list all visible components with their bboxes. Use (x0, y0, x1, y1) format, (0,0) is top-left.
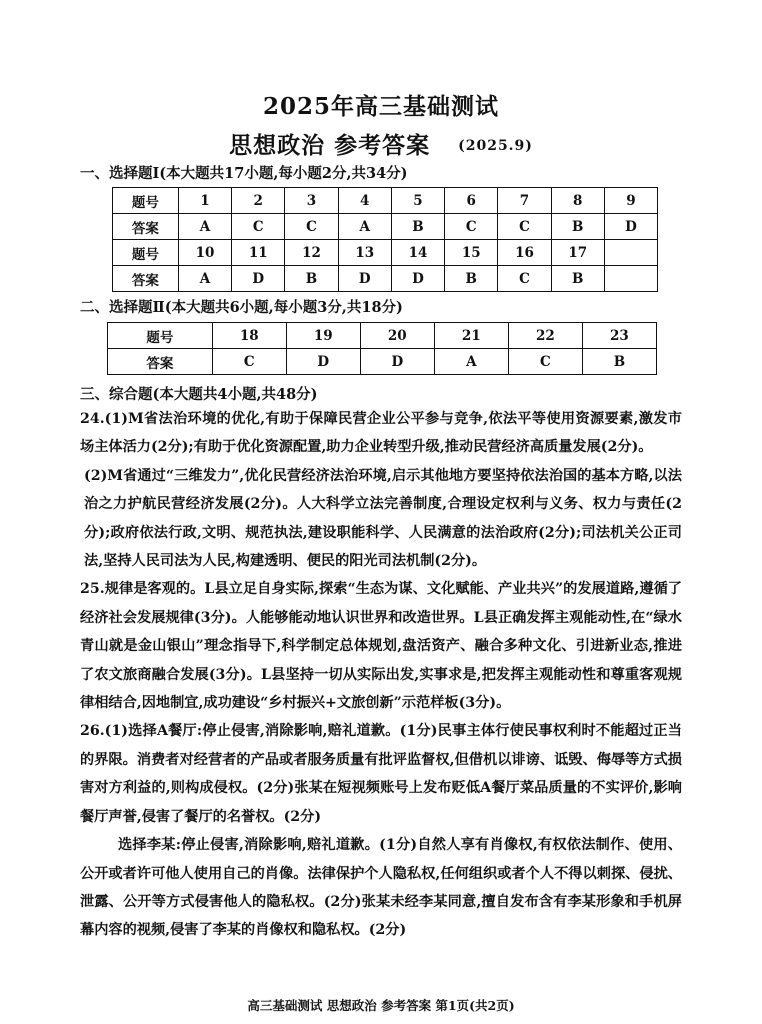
table-cell: 4 (338, 188, 391, 214)
table-cell: C (232, 214, 285, 240)
row-header-cell: 答案 (108, 349, 213, 375)
row-header-cell: 题号 (113, 188, 179, 214)
answer-body (80, 405, 682, 945)
table-cell: D (232, 266, 285, 292)
document-subtitle (0, 127, 762, 160)
table-row (113, 240, 658, 266)
choice-answer-table-2 (107, 322, 657, 375)
subject-title: 思想政治 参考答案 (229, 132, 431, 159)
table-cell: D (391, 266, 444, 292)
section1-heading: 一、选择题Ⅰ(本大题共17小题,每小题2分,共34分) (80, 165, 408, 182)
table-cell: 10 (178, 240, 231, 266)
row-header-cell: 题号 (108, 323, 213, 349)
document-title: 2025年高三基础测试 (262, 93, 499, 120)
table-cell: A (178, 214, 231, 240)
choice-answer-table-1 (112, 187, 658, 292)
table-cell: 22 (508, 323, 582, 349)
table-cell: 12 (285, 240, 338, 266)
table2-body (108, 323, 657, 375)
table-cell: 3 (285, 188, 338, 214)
row-header-cell: 答案 (113, 214, 179, 240)
table-cell: A (178, 266, 231, 292)
table-row (108, 349, 657, 375)
table-cell: 7 (498, 188, 551, 214)
table-cell: C (498, 214, 551, 240)
table-row (113, 214, 658, 240)
row-header-cell: 题号 (113, 240, 179, 266)
answer-24-1: 24.(1)M省法治环境的优化,有助于保障民营企业公平参与竞争,依法平等使用资源要素,激发市场主体活力(2分);有助于优化资源配置,助力企业转型升级,推动民营经济高质量发展(2分)。 (80, 411, 682, 456)
table-cell: D (604, 214, 657, 240)
table-cell: 23 (582, 323, 656, 349)
table-cell: B (391, 214, 444, 240)
table-cell: 1 (178, 188, 231, 214)
answer-24-2: (2)M省通过“三维发力”,优化民营经济法治环境,启示其他地方要坚持依法治国的基本方略,以法治之力护航民营经济发展(2分)。人大科学立法完善制度,合理设定权利与义务、权力与责任(2分);政府依法行政,文明、规范执法,建设职能科学、人民满意的法治政府(2分);司法机关公正司法,坚持人民司法为人民,构建透明、便民的阳光司法机制(2分)。 (84, 467, 682, 570)
table-cell: 15 (445, 240, 498, 266)
table-cell: B (582, 349, 656, 375)
answer-25: 25.规律是客观的。L县立足自身实际,探索“生态为谋、文化赋能、产业共兴”的发展道路,遵循了经济社会发展规律(3分)。人能够能动地认识世界和改造世界。L县正确发挥主观能动性,在“绿水青山就是金山银山”理念指导下,科学制定总体规划,盘活资产、融合多种文化、引进新业态,推进了农文旅商融合发展(3分)。L县坚持一切从实际出发,实事求是,把发挥主观能动性和尊重客观规律相结合,因地制宜,成功建设“乡村振兴+文旅创新”示范样板(3分)。 (80, 581, 682, 712)
row-header-cell: 答案 (113, 266, 179, 292)
table-cell: 11 (232, 240, 285, 266)
table-cell: C (285, 214, 338, 240)
table-cell: C (508, 349, 582, 375)
table-cell: D (360, 349, 434, 375)
table-cell: 17 (551, 240, 604, 266)
table-cell: C (445, 214, 498, 240)
exam-date: (2025.9) (458, 138, 533, 154)
table-cell: 2 (232, 188, 285, 214)
section3-heading: 三、综合题(本大题共4小题,共48分) (80, 386, 318, 403)
table-cell: 9 (604, 188, 657, 214)
answer-26-1-option-li: 选择李某:停止侵害,消除影响,赔礼道歉。(1分)自然人享有肖像权,有权依法制作、使用、公开或者许可他人使用自己的肖像。法律保护个人隐私权,任何组织或者个人不得以刺探、侵扰、泄露、公开等方式侵害他人的隐私权。(2分)张某未经李某同意,擅自发布含有李某形象和手机屏幕内容的视频,侵害了李某的肖像权和隐私权。(2分) (80, 837, 682, 939)
table1-body (113, 188, 658, 292)
table-row (113, 266, 658, 292)
table-row (113, 188, 658, 214)
table-cell: A (434, 349, 508, 375)
table-cell (604, 266, 657, 292)
section2-heading: 二、选择题Ⅱ(本大题共6小题,每小题3分,共18分) (80, 299, 403, 316)
table-cell: A (338, 214, 391, 240)
table-cell: 14 (391, 240, 444, 266)
table-cell: 16 (498, 240, 551, 266)
table-cell: 21 (434, 323, 508, 349)
table-cell: 20 (360, 323, 434, 349)
table-cell: B (285, 266, 338, 292)
table-cell: 13 (338, 240, 391, 266)
table-cell: C (212, 349, 286, 375)
table-cell: D (286, 349, 360, 375)
page-footer: 高三基础测试 思想政治 参考答案 第1页(共2页) (247, 998, 515, 1013)
table-cell: 18 (212, 323, 286, 349)
table-cell: 6 (445, 188, 498, 214)
table-cell (604, 240, 657, 266)
answer-26-1-option-a: 26.(1)选择A餐厅:停止侵害,消除影响,赔礼道歉。(1分)民事主体行使民事权利时不能超过正当的界限。消费者对经营者的产品或者服务质量有批评监督权,但借机以诽谤、诋毁、侮辱等方式损害对方利益的,则构成侵权。(2分)张某在短视频账号上发布贬低A餐厅菜品质量的不实评价,影响餐厅声誉,侵害了餐厅的名誉权。(2分) (80, 723, 682, 825)
table-cell: 8 (551, 188, 604, 214)
table-cell: B (551, 214, 604, 240)
table-cell: C (498, 266, 551, 292)
table-cell: B (551, 266, 604, 292)
table-cell: B (445, 266, 498, 292)
table-cell: 19 (286, 323, 360, 349)
table-row (108, 323, 657, 349)
table-cell: D (338, 266, 391, 292)
table-cell: 5 (391, 188, 444, 214)
